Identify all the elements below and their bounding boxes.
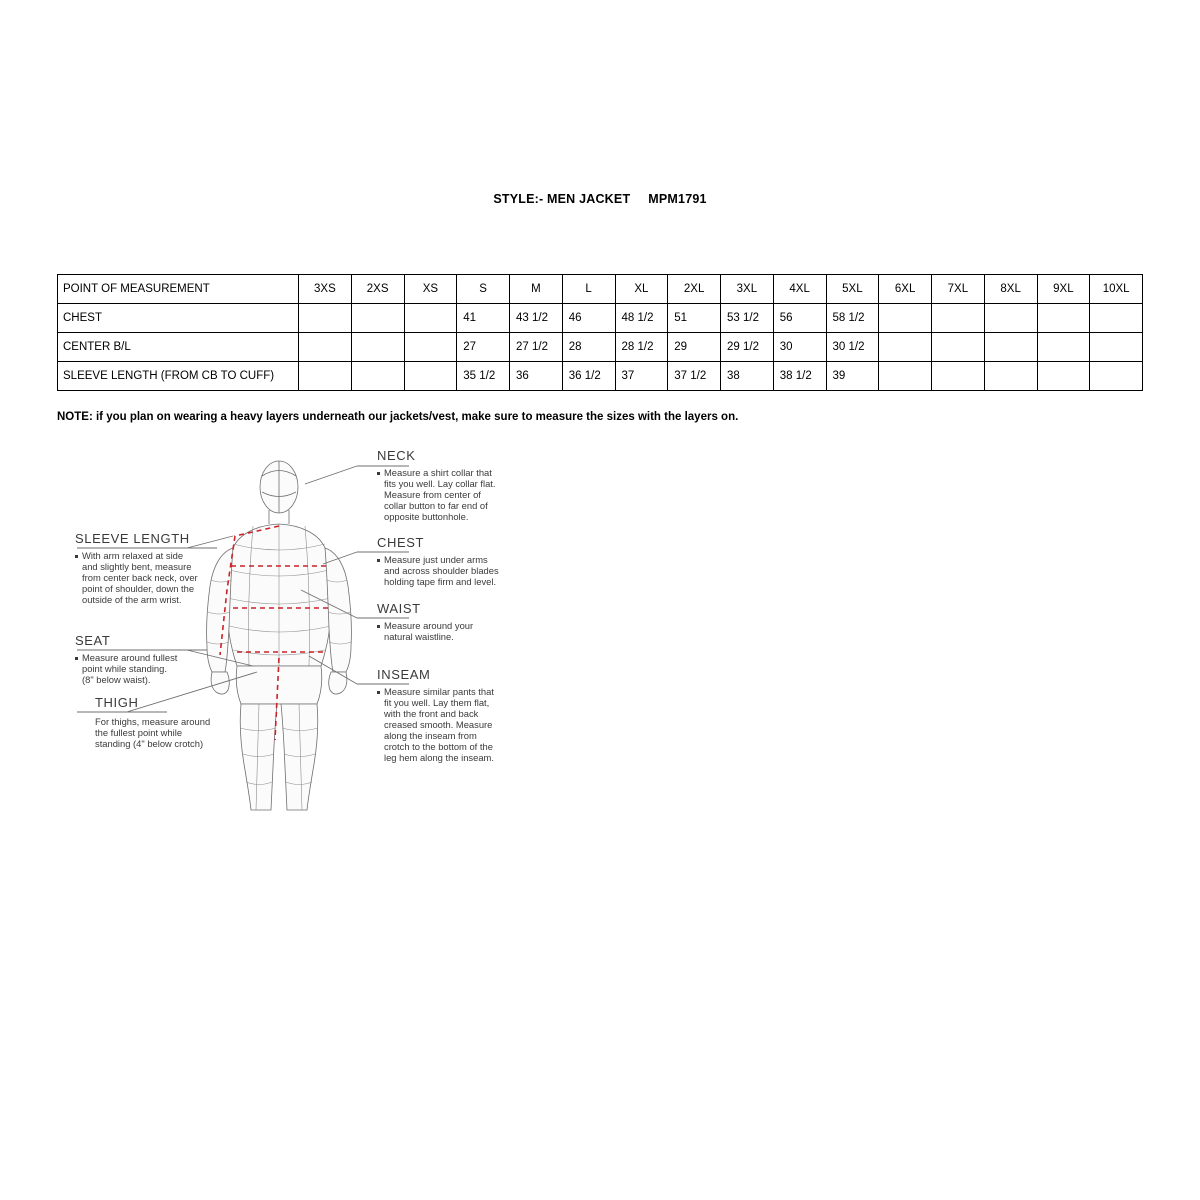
cell-sleeve-3xs	[299, 362, 352, 391]
row-label-center-bl: CENTER B/L	[58, 333, 299, 362]
guide-neck	[377, 448, 496, 522]
guide-neck-line-2: Measure from center of	[384, 489, 481, 500]
cell-centerbl-10xl	[1090, 333, 1143, 362]
header-size-4xl: 4XL	[773, 275, 826, 304]
guide-waist	[377, 601, 473, 642]
header-size-3xs: 3XS	[299, 275, 352, 304]
cell-chest-5xl: 58 1/2	[826, 304, 879, 333]
guide-sleeve-line-1: and slightly bent, measure	[82, 561, 192, 572]
guide-inseam-line-6: leg hem along the inseam.	[384, 752, 494, 763]
header-size-xl: XL	[615, 275, 668, 304]
cell-centerbl-s: 27	[457, 333, 510, 362]
cell-chest-l: 46	[562, 304, 615, 333]
style-label: STYLE:- MEN JACKET	[493, 192, 631, 206]
guide-chest-line-2: holding tape firm and level.	[384, 576, 497, 587]
guide-seat-title: SEAT	[75, 633, 111, 648]
cell-chest-m: 43 1/2	[510, 304, 563, 333]
cell-sleeve-6xl	[879, 362, 932, 391]
guide-thigh-title: THIGH	[95, 695, 139, 710]
header-size-5xl: 5XL	[826, 275, 879, 304]
guide-inseam-title: INSEAM	[377, 667, 431, 682]
guide-waist-line-1: natural waistline.	[384, 631, 454, 642]
guide-sleeve-title: SLEEVE LENGTH	[75, 531, 190, 546]
guide-sleeve-line-4: outside of the arm wrist.	[82, 594, 182, 605]
guide-chest-line-0: Measure just under arms	[384, 554, 488, 565]
guide-thigh-line-1: the fullest point while	[95, 727, 183, 738]
cell-sleeve-xs	[404, 362, 457, 391]
cell-chest-xl: 48 1/2	[615, 304, 668, 333]
table-row	[58, 333, 1143, 362]
cell-centerbl-6xl	[879, 333, 932, 362]
page-title	[0, 192, 1200, 206]
header-size-6xl: 6XL	[879, 275, 932, 304]
bullet-icon	[377, 625, 380, 628]
header-size-2xs: 2XS	[351, 275, 404, 304]
cell-chest-4xl: 56	[773, 304, 826, 333]
guide-thigh-line-2: standing (4" below crotch)	[95, 738, 204, 749]
header-size-2xl: 2XL	[668, 275, 721, 304]
cell-centerbl-8xl	[984, 333, 1037, 362]
guide-sleeve-length	[75, 531, 198, 605]
cell-centerbl-5xl: 30 1/2	[826, 333, 879, 362]
guide-chest-title: CHEST	[377, 535, 425, 550]
cell-sleeve-s: 35 1/2	[457, 362, 510, 391]
guide-inseam-line-1: fit you well. Lay them flat,	[384, 697, 490, 708]
cell-sleeve-4xl: 38 1/2	[773, 362, 826, 391]
cell-sleeve-5xl: 39	[826, 362, 879, 391]
bullet-icon	[75, 555, 78, 558]
header-size-9xl: 9XL	[1037, 275, 1090, 304]
cell-centerbl-7xl	[932, 333, 985, 362]
guide-seat	[75, 633, 178, 685]
cell-chest-9xl	[1037, 304, 1090, 333]
header-size-7xl: 7XL	[932, 275, 985, 304]
cell-sleeve-l: 36 1/2	[562, 362, 615, 391]
guide-inseam-line-2: with the front and back	[384, 708, 479, 719]
guide-seat-line-2: (8" below waist).	[82, 674, 151, 685]
table-header-row	[58, 275, 1143, 304]
cell-chest-3xl: 53 1/2	[721, 304, 774, 333]
guide-waist-line-0: Measure around your	[384, 620, 474, 631]
cell-sleeve-2xl: 37 1/2	[668, 362, 721, 391]
cell-centerbl-2xs	[351, 333, 404, 362]
cell-centerbl-l: 28	[562, 333, 615, 362]
guide-inseam-line-3: creased smooth. Measure	[384, 719, 493, 730]
guide-neck-line-0: Measure a shirt collar that	[384, 467, 492, 478]
table-row	[58, 304, 1143, 333]
guide-seat-line-1: point while standing.	[82, 663, 167, 674]
guide-inseam-line-4: along the inseam from	[384, 730, 477, 741]
guide-neck-line-1: fits you well. Lay collar flat.	[384, 478, 496, 489]
cell-chest-10xl	[1090, 304, 1143, 333]
header-point-of-measurement: POINT OF MEASUREMENT	[58, 275, 299, 304]
cell-centerbl-2xl: 29	[668, 333, 721, 362]
guide-sleeve-line-0: With arm relaxed at side	[82, 550, 184, 561]
note-text: NOTE: if you plan on wearing a heavy layers underneath our jackets/vest, make sure to measure the sizes with the layers on.	[57, 411, 739, 423]
row-label-sleeve-length: SLEEVE LENGTH (FROM CB TO CUFF)	[58, 362, 299, 391]
guide-seat-line-0: Measure around fullest	[82, 652, 178, 663]
cell-chest-8xl	[984, 304, 1037, 333]
cell-chest-2xl: 51	[668, 304, 721, 333]
bullet-icon	[377, 691, 380, 694]
guide-neck-title: NECK	[377, 448, 416, 463]
cell-sleeve-8xl	[984, 362, 1037, 391]
guide-chest-line-1: and across shoulder blades	[384, 565, 499, 576]
guide-thigh-line-0: For thighs, measure around	[95, 716, 211, 727]
measurement-guide-figure	[57, 440, 557, 815]
style-code: MPM1791	[648, 192, 707, 206]
mannequin-illustration	[207, 461, 352, 810]
cell-sleeve-2xs	[351, 362, 404, 391]
table-row	[58, 362, 1143, 391]
guide-neck-line-4: opposite buttonhole.	[384, 511, 469, 522]
bullet-icon	[377, 472, 380, 475]
header-size-8xl: 8XL	[984, 275, 1037, 304]
guide-inseam	[377, 667, 494, 763]
guide-thigh	[95, 695, 210, 749]
cell-sleeve-7xl	[932, 362, 985, 391]
cell-sleeve-m: 36	[510, 362, 563, 391]
cell-chest-6xl	[879, 304, 932, 333]
guide-sleeve-line-2: from center back neck, over	[82, 572, 198, 583]
guide-chest	[377, 535, 499, 587]
cell-sleeve-9xl	[1037, 362, 1090, 391]
cell-sleeve-xl: 37	[615, 362, 668, 391]
bullet-icon	[377, 559, 380, 562]
cell-centerbl-m: 27 1/2	[510, 333, 563, 362]
size-chart-table	[57, 274, 1143, 391]
guide-sleeve-line-3: point of shoulder, down the	[82, 583, 195, 594]
guide-waist-title: WAIST	[377, 601, 421, 616]
guide-inseam-line-5: crotch to the bottom of the	[384, 741, 493, 752]
cell-chest-s: 41	[457, 304, 510, 333]
header-size-10xl: 10XL	[1090, 275, 1143, 304]
cell-chest-7xl	[932, 304, 985, 333]
cell-centerbl-3xl: 29 1/2	[721, 333, 774, 362]
header-size-xs: XS	[404, 275, 457, 304]
header-size-m: M	[510, 275, 563, 304]
cell-chest-3xs	[299, 304, 352, 333]
cell-centerbl-4xl: 30	[773, 333, 826, 362]
cell-centerbl-xs	[404, 333, 457, 362]
guide-inseam-line-0: Measure similar pants that	[384, 686, 494, 697]
header-size-3xl: 3XL	[721, 275, 774, 304]
cell-centerbl-3xs	[299, 333, 352, 362]
bullet-icon	[75, 657, 78, 660]
header-size-l: L	[562, 275, 615, 304]
cell-centerbl-xl: 28 1/2	[615, 333, 668, 362]
cell-centerbl-9xl	[1037, 333, 1090, 362]
cell-chest-xs	[404, 304, 457, 333]
row-label-chest: CHEST	[58, 304, 299, 333]
header-size-s: S	[457, 275, 510, 304]
guide-neck-line-3: collar button to far end of	[384, 500, 488, 511]
cell-chest-2xs	[351, 304, 404, 333]
cell-sleeve-10xl	[1090, 362, 1143, 391]
cell-sleeve-3xl: 38	[721, 362, 774, 391]
